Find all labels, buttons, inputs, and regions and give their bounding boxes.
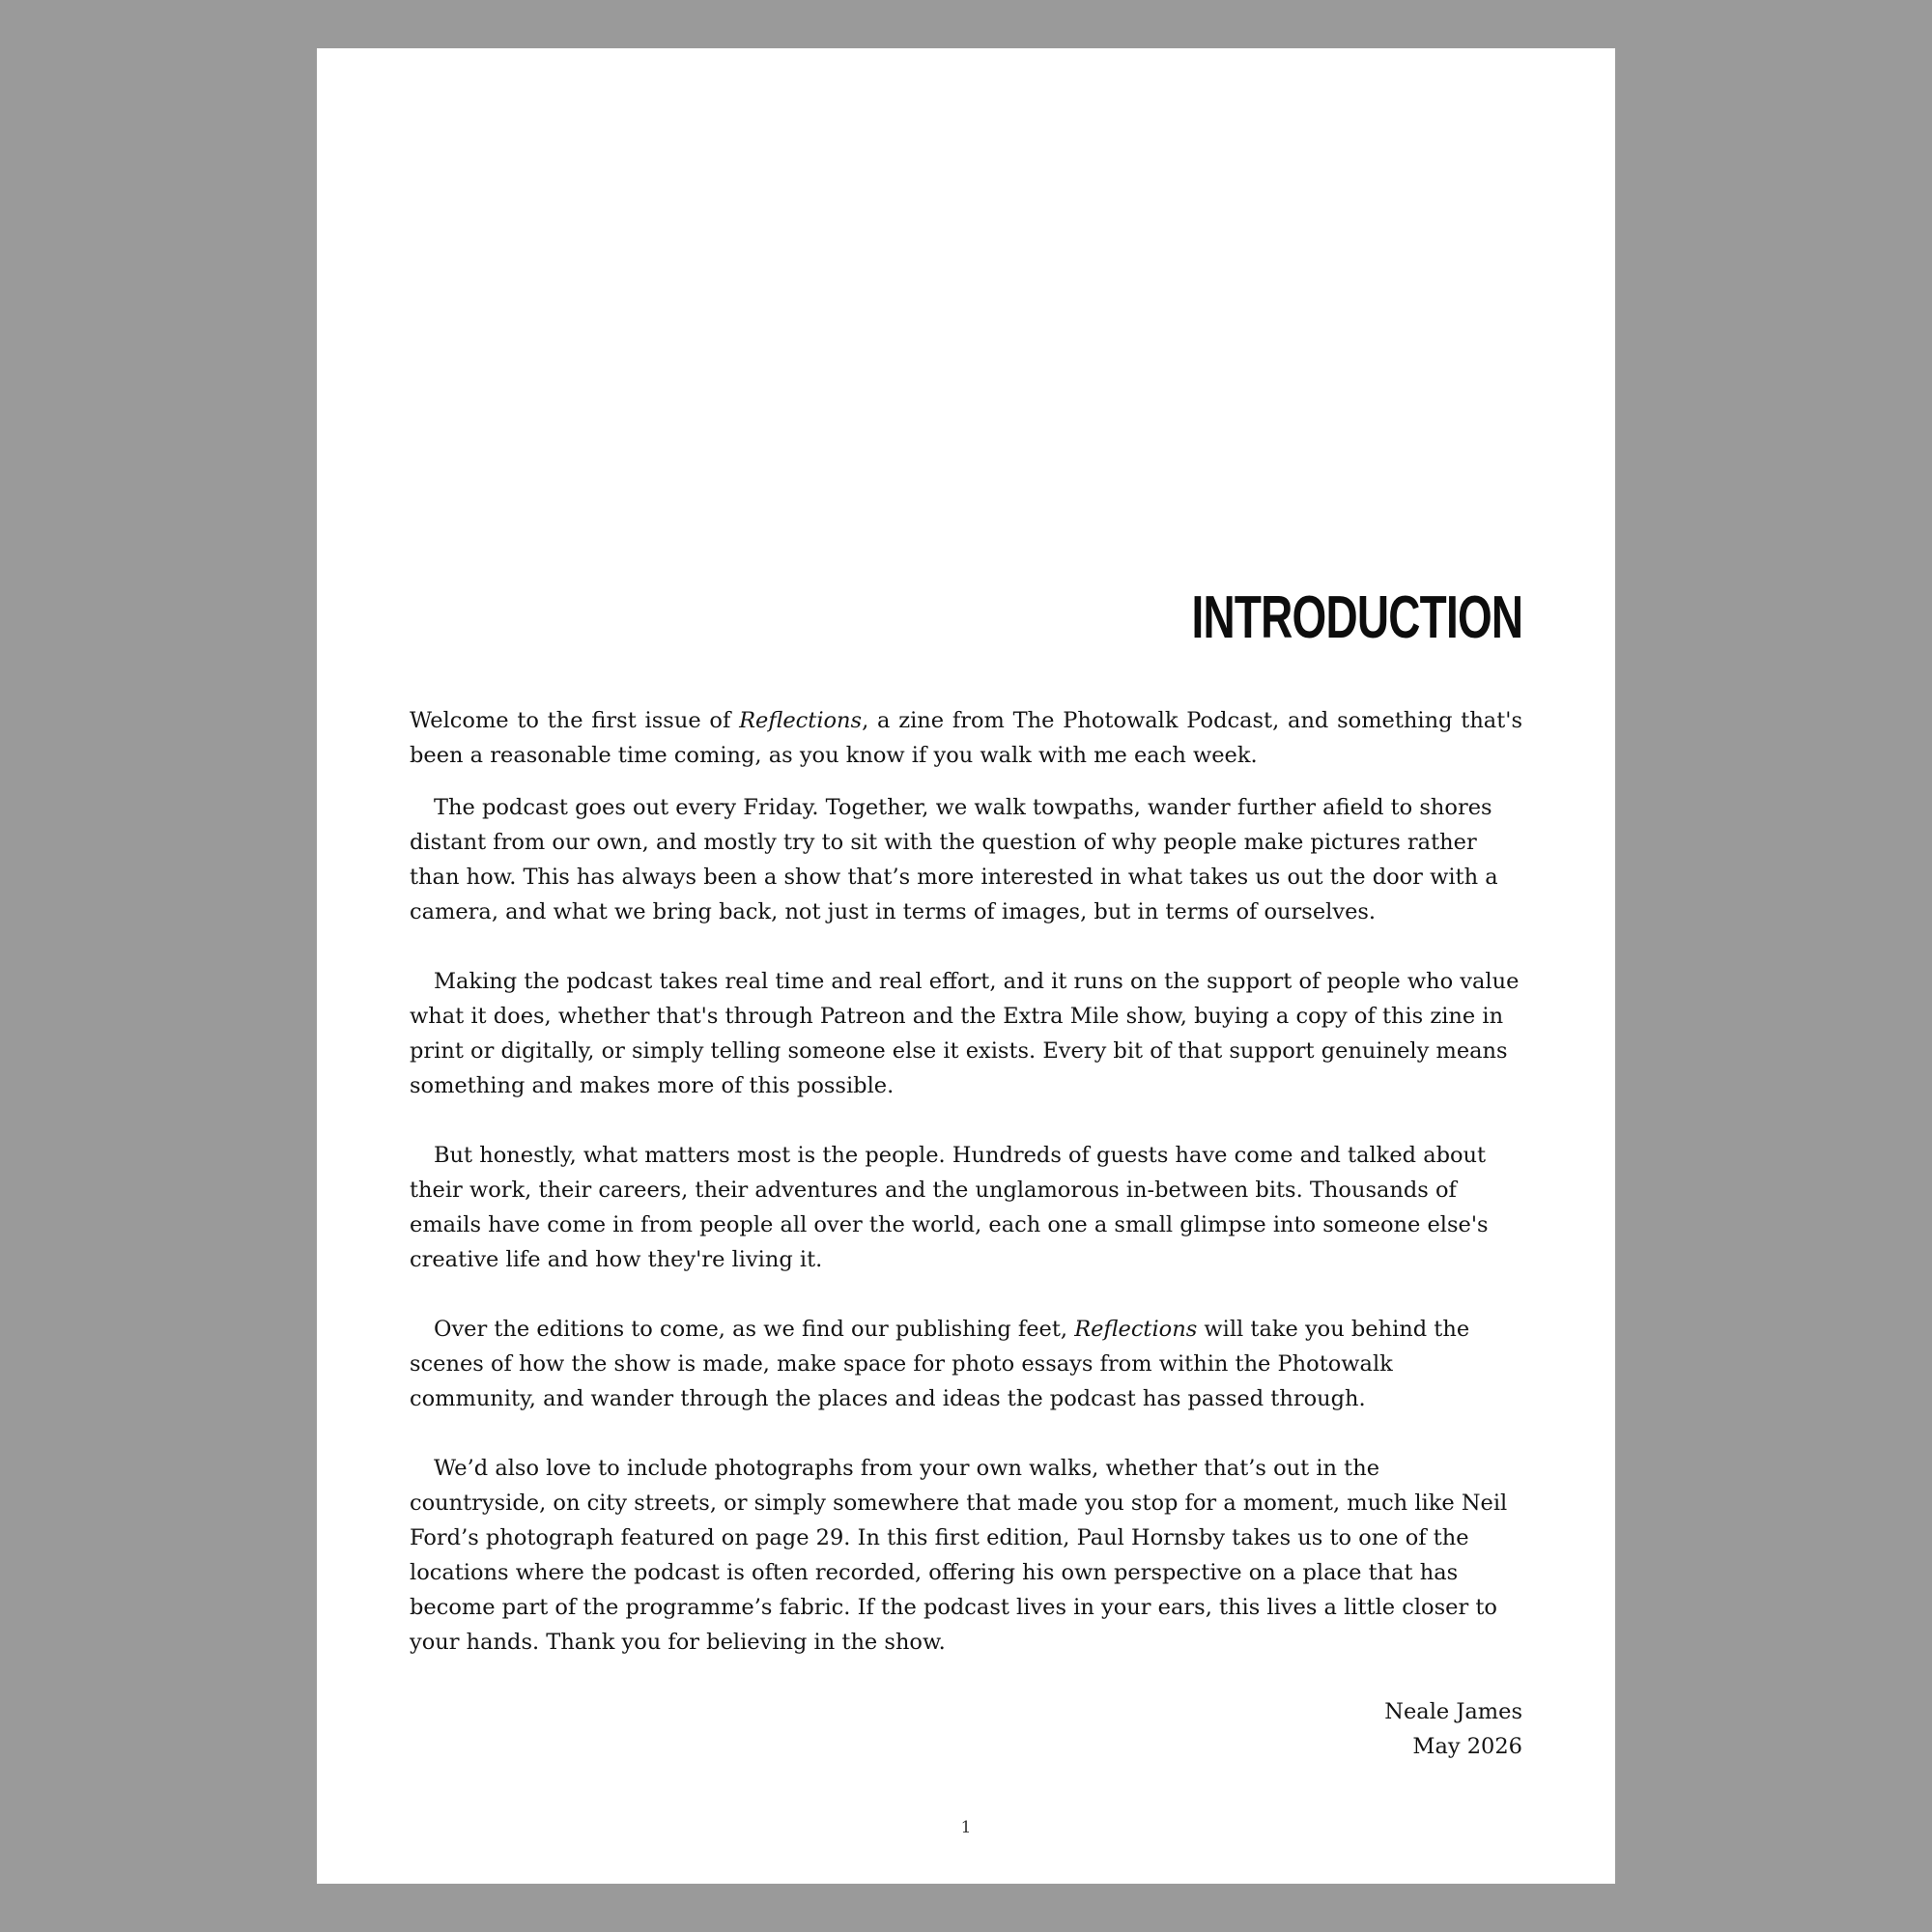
zine-title-emphasis: Reflections — [739, 708, 863, 733]
document-page — [317, 48, 1615, 1884]
signoff — [410, 1694, 1522, 1764]
paragraph-text: Welcome to the first issue of — [410, 708, 740, 733]
paragraph-text: will take you behind the scenes of how the show is made, make space for photo essays from within the Photowalk community, and wander through the places and ideas the podcast has passed through. — [410, 1317, 1470, 1411]
body-text — [410, 703, 1522, 1764]
paragraph-text: Over the editions to come, as we find our publishing feet, — [434, 1317, 1075, 1342]
intro-paragraph-3: Making the podcast takes real time and real effort, and it runs on the support of people who value what it does, whether that's through Patreon and the Extra Mile show, buying a copy of this zine in print or digitally, or simply telling someone else it exists. Every bit of that support genuinely means something and makes more of this possible. — [410, 969, 1520, 1098]
intro-paragraph-4: But honestly, what matters most is the people. Hundreds of guests have come and talked about their work, their careers, their adventures and the unglamorous in-between bits. Thousands of emails have come in from people all over the world, each one a small glimpse into someone else's creative life and how they're living it. — [410, 1143, 1489, 1272]
zine-title-emphasis: Reflections — [1074, 1317, 1198, 1342]
paragraph-text: , a zine from The Photowalk Podcast, and something that's been a reasonable time coming, as you know if you walk with me each week. — [410, 708, 1522, 768]
signoff-date: May 2026 — [1412, 1734, 1522, 1759]
page-title: INTRODUCTION — [1191, 584, 1522, 651]
intro-paragraph-6: We’d also love to include photographs from your own walks, whether that’s out in the countryside, on city streets, or simply somewhere that made you stop for a moment, much like Neil Ford’s photograph featured on page 29. In this first edition, Paul Hornsby takes us to one of the locations where the podcast is often recorded, offering his own perspective on a place that has become part of the programme’s fabric. If the podcast lives in your ears, this lives a little closer to your hands. Thank you for believing in the show. — [410, 1456, 1508, 1655]
intro-paragraph-1 — [410, 703, 1522, 773]
author-name: Neale James — [1384, 1699, 1522, 1724]
intro-paragraph-5 — [410, 1312, 1522, 1416]
intro-paragraph-2: The podcast goes out every Friday. Together, we walk towpaths, wander further afield to shores distant from our own, and mostly try to sit with the question of why people make pictures rather than how. This has always been a show that’s more interested in what takes us out the door with a camera, and what we bring back, not just in terms of images, but in terms of ourselves. — [410, 795, 1498, 924]
page-number: 1 — [960, 1818, 972, 1837]
